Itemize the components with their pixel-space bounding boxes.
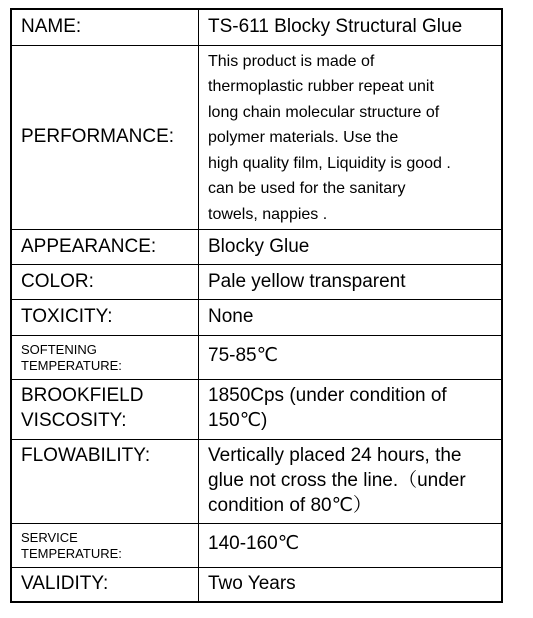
row-value: Two Years xyxy=(199,567,503,602)
row-label: NAME: xyxy=(11,9,199,45)
row-label xyxy=(11,335,199,379)
row-value: TS-611 Blocky Structural Glue xyxy=(199,9,503,45)
table-row xyxy=(11,299,502,335)
label-line: SERVICE xyxy=(21,529,78,545)
table-row xyxy=(11,523,502,567)
row-value: Pale yellow transparent xyxy=(199,264,503,299)
table-row xyxy=(11,439,502,523)
table-row xyxy=(11,229,502,264)
row-label: VALIDITY: xyxy=(11,567,199,602)
row-value xyxy=(199,379,503,439)
label-line: BROOKFIELD xyxy=(21,384,144,406)
value-line: condition of 80℃） xyxy=(208,494,372,516)
value-line: long chain molecular structure of xyxy=(208,103,440,121)
value-line: Vertically placed 24 hours, the xyxy=(208,444,462,466)
label-line: SOFTENING xyxy=(21,341,97,357)
table-row xyxy=(11,264,502,299)
row-label: PERFORMANCE: xyxy=(11,45,199,229)
table-row xyxy=(11,567,502,602)
table-row xyxy=(11,9,502,45)
row-label: TOXICITY: xyxy=(11,299,199,335)
value-line: 150℃) xyxy=(208,409,268,431)
table-row xyxy=(11,379,502,439)
row-value: 140-160℃ xyxy=(199,523,503,567)
label-line: TEMPERATURE: xyxy=(21,545,122,561)
row-label: COLOR: xyxy=(11,264,199,299)
product-spec-table xyxy=(10,8,503,603)
row-value: 75-85℃ xyxy=(199,335,503,379)
row-label xyxy=(11,379,199,439)
row-label: APPEARANCE: xyxy=(11,229,199,264)
value-line: thermoplastic rubber repeat unit xyxy=(208,78,434,96)
row-value xyxy=(199,439,503,523)
table-row xyxy=(11,335,502,379)
row-label: FLOWABILITY: xyxy=(11,439,199,523)
row-label xyxy=(11,523,199,567)
value-line: glue not cross the line.（under xyxy=(208,469,466,491)
row-value: Blocky Glue xyxy=(199,229,503,264)
value-line: 1850Cps (under condition of xyxy=(208,384,447,406)
label-line: VISCOSITY: xyxy=(21,409,127,431)
label-line: TEMPERATURE: xyxy=(21,357,122,373)
row-value xyxy=(199,45,503,229)
value-line: polymer materials. Use the xyxy=(208,129,399,147)
value-line: This product is made of xyxy=(208,52,375,70)
value-line: towels, nappies . xyxy=(208,206,328,224)
row-value: None xyxy=(199,299,503,335)
value-line: can be used for the sanitary xyxy=(208,180,406,198)
table-row xyxy=(11,45,502,229)
value-line: high quality film, Liquidity is good . xyxy=(208,154,451,172)
